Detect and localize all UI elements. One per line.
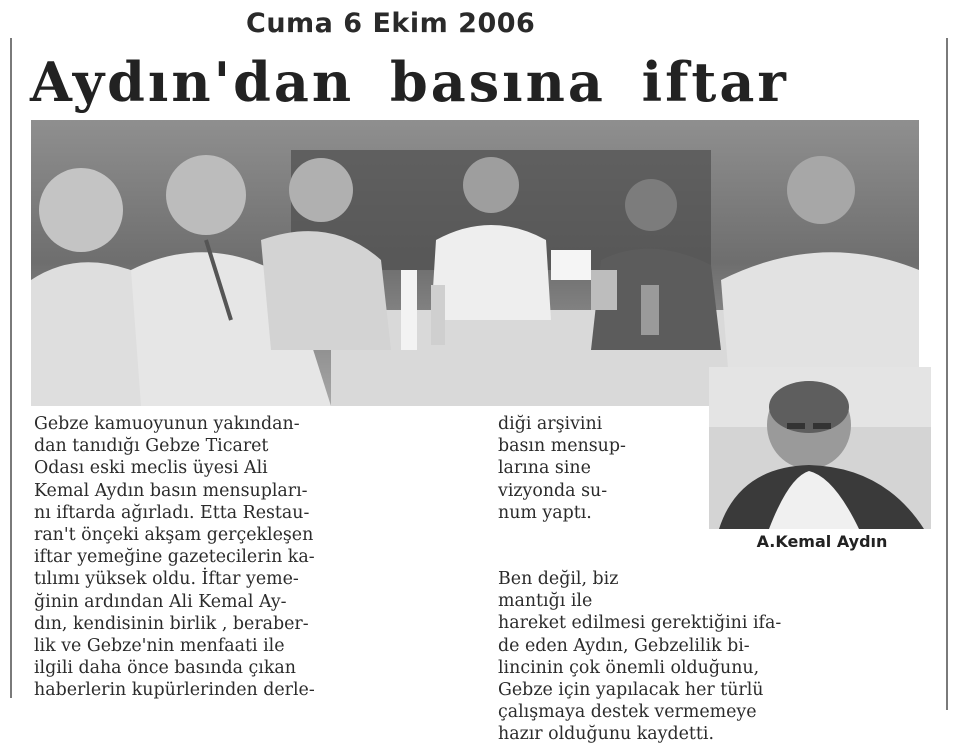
text-line: Gebze için yapılacak her türlü <box>498 680 764 701</box>
headline: Aydın'dan basına iftar <box>30 50 789 114</box>
text-line: nı iftarda ağırladı. Etta Restau- <box>34 502 310 523</box>
article-column-2-top <box>498 413 708 563</box>
text-line: haberlerin kupürlerinden derle- <box>34 680 315 701</box>
text-line: Odası eski meclis üyesi Ali <box>34 458 268 479</box>
text-line: hazır olduğunu kaydetti. <box>498 724 714 745</box>
text-line: vizyonda su- <box>498 480 608 501</box>
photo-caption: A.Kemal Aydın <box>756 532 888 551</box>
text-line: Kemal Aydın basın mensupları- <box>34 480 308 501</box>
text-line: Ben değil, biz <box>498 569 619 589</box>
text-line: lincinin çok önemli olduğunu, <box>498 657 760 678</box>
iftar-dinner-photo <box>31 120 919 406</box>
dateline: Cuma 6 Ekim 2006 <box>246 8 536 39</box>
text-line: ran't önçeki akşam gerçekleşen <box>34 525 314 546</box>
text-line: dın, kendisinin birlik , beraber- <box>34 613 309 634</box>
text-line: iftar yemeğine gazetecilerin ka- <box>34 547 315 568</box>
text-line: hareket edilmesi gerektiğini ifa- <box>498 613 782 634</box>
text-line: dan tanıdığı Gebze Ticaret <box>34 436 269 457</box>
text-line: basın mensup- <box>498 436 626 457</box>
text-line: ilgili daha önce basında çıkan <box>34 658 296 679</box>
text-line: mantığı ile <box>498 591 593 612</box>
text-line: de eden Aydın, Gebzelilik bi- <box>498 635 750 656</box>
text-line: tılımı yüksek oldu. İftar yeme- <box>34 569 299 590</box>
text-line: Gebze kamuoyunun yakından- <box>34 414 300 434</box>
text-line: num yaptı. <box>498 502 592 523</box>
left-border-rule <box>10 38 12 698</box>
text-line: çalışmaya destek vermemeye <box>498 702 757 723</box>
text-line: larına sine <box>498 458 591 479</box>
text-line: diği arşivini <box>498 414 603 434</box>
article-column-2-bottom <box>498 568 928 745</box>
text-line: ğinin ardından Ali Kemal Ay- <box>34 591 287 612</box>
text-line: lik ve Gebze'nin menfaati ile <box>34 636 285 657</box>
portrait-photo <box>709 367 931 529</box>
right-border-rule <box>946 38 948 710</box>
article-column-1 <box>34 413 454 703</box>
